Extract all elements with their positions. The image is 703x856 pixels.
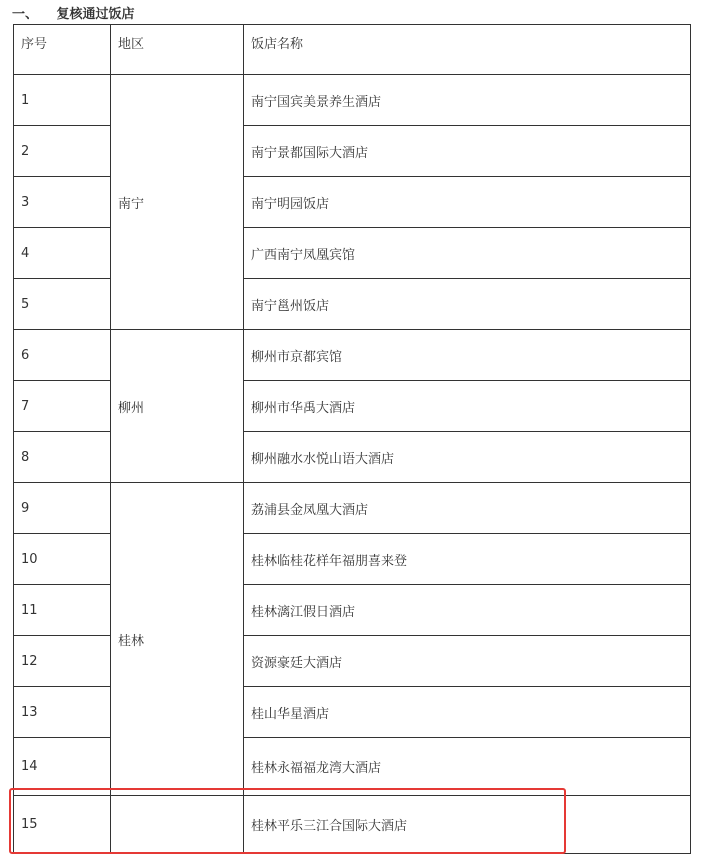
region-cell-nanning: 南宁 [111,75,244,330]
row-number: 10 [14,534,111,585]
header-cell-region: 地区 [111,25,244,75]
hotel-name: 柳州市华禹大酒店 [244,381,691,432]
row-number: 6 [14,330,111,381]
hotel-name: 南宁景都国际大酒店 [244,126,691,177]
table-row [14,330,691,381]
row-number: 4 [14,228,111,279]
hotel-name: 资源豪廷大酒店 [244,636,691,687]
hotel-name: 桂林永福福龙湾大酒店 [244,738,691,796]
section-title: 复核通过饭店 [56,7,135,22]
hotel-name: 桂林临桂花样年福朋喜来登 [244,534,691,585]
hotel-name: 桂林漓江假日酒店 [244,585,691,636]
row-number: 9 [14,483,111,534]
row-number: 15 [14,796,111,854]
table-header-row [14,25,691,75]
hotel-name: 广西南宁凤凰宾馆 [244,228,691,279]
hotel-table [13,24,691,854]
region-cell-guilin: 桂林 [111,483,244,796]
row-number: 14 [14,738,111,796]
hotel-name: 桂林平乐三江合国际大酒店 [244,796,691,854]
table-row [14,75,691,126]
header-cell-number: 序号 [14,25,111,75]
row-number: 2 [14,126,111,177]
hotel-name: 柳州融水水悦山语大酒店 [244,432,691,483]
hotel-name: 荔浦县金凤凰大酒店 [244,483,691,534]
section-number: 一、 [12,7,39,22]
hotel-name: 桂山华星酒店 [244,687,691,738]
row-number: 7 [14,381,111,432]
region-cell-liuzhou: 柳州 [111,330,244,483]
table-row [14,483,691,534]
row-number: 5 [14,279,111,330]
row-number: 13 [14,687,111,738]
hotel-name: 南宁明园饭店 [244,177,691,228]
row-number: 3 [14,177,111,228]
row-number: 11 [14,585,111,636]
hotel-name: 柳州市京都宾馆 [244,330,691,381]
header-cell-hotel-name: 饭店名称 [244,25,691,75]
hotel-name: 南宁国宾美景养生酒店 [244,75,691,126]
hotel-name: 南宁邕州饭店 [244,279,691,330]
section-heading [12,3,135,22]
table-row-highlighted [14,796,691,854]
region-cell-empty [111,796,244,854]
row-number: 12 [14,636,111,687]
row-number: 1 [14,75,111,126]
row-number: 8 [14,432,111,483]
